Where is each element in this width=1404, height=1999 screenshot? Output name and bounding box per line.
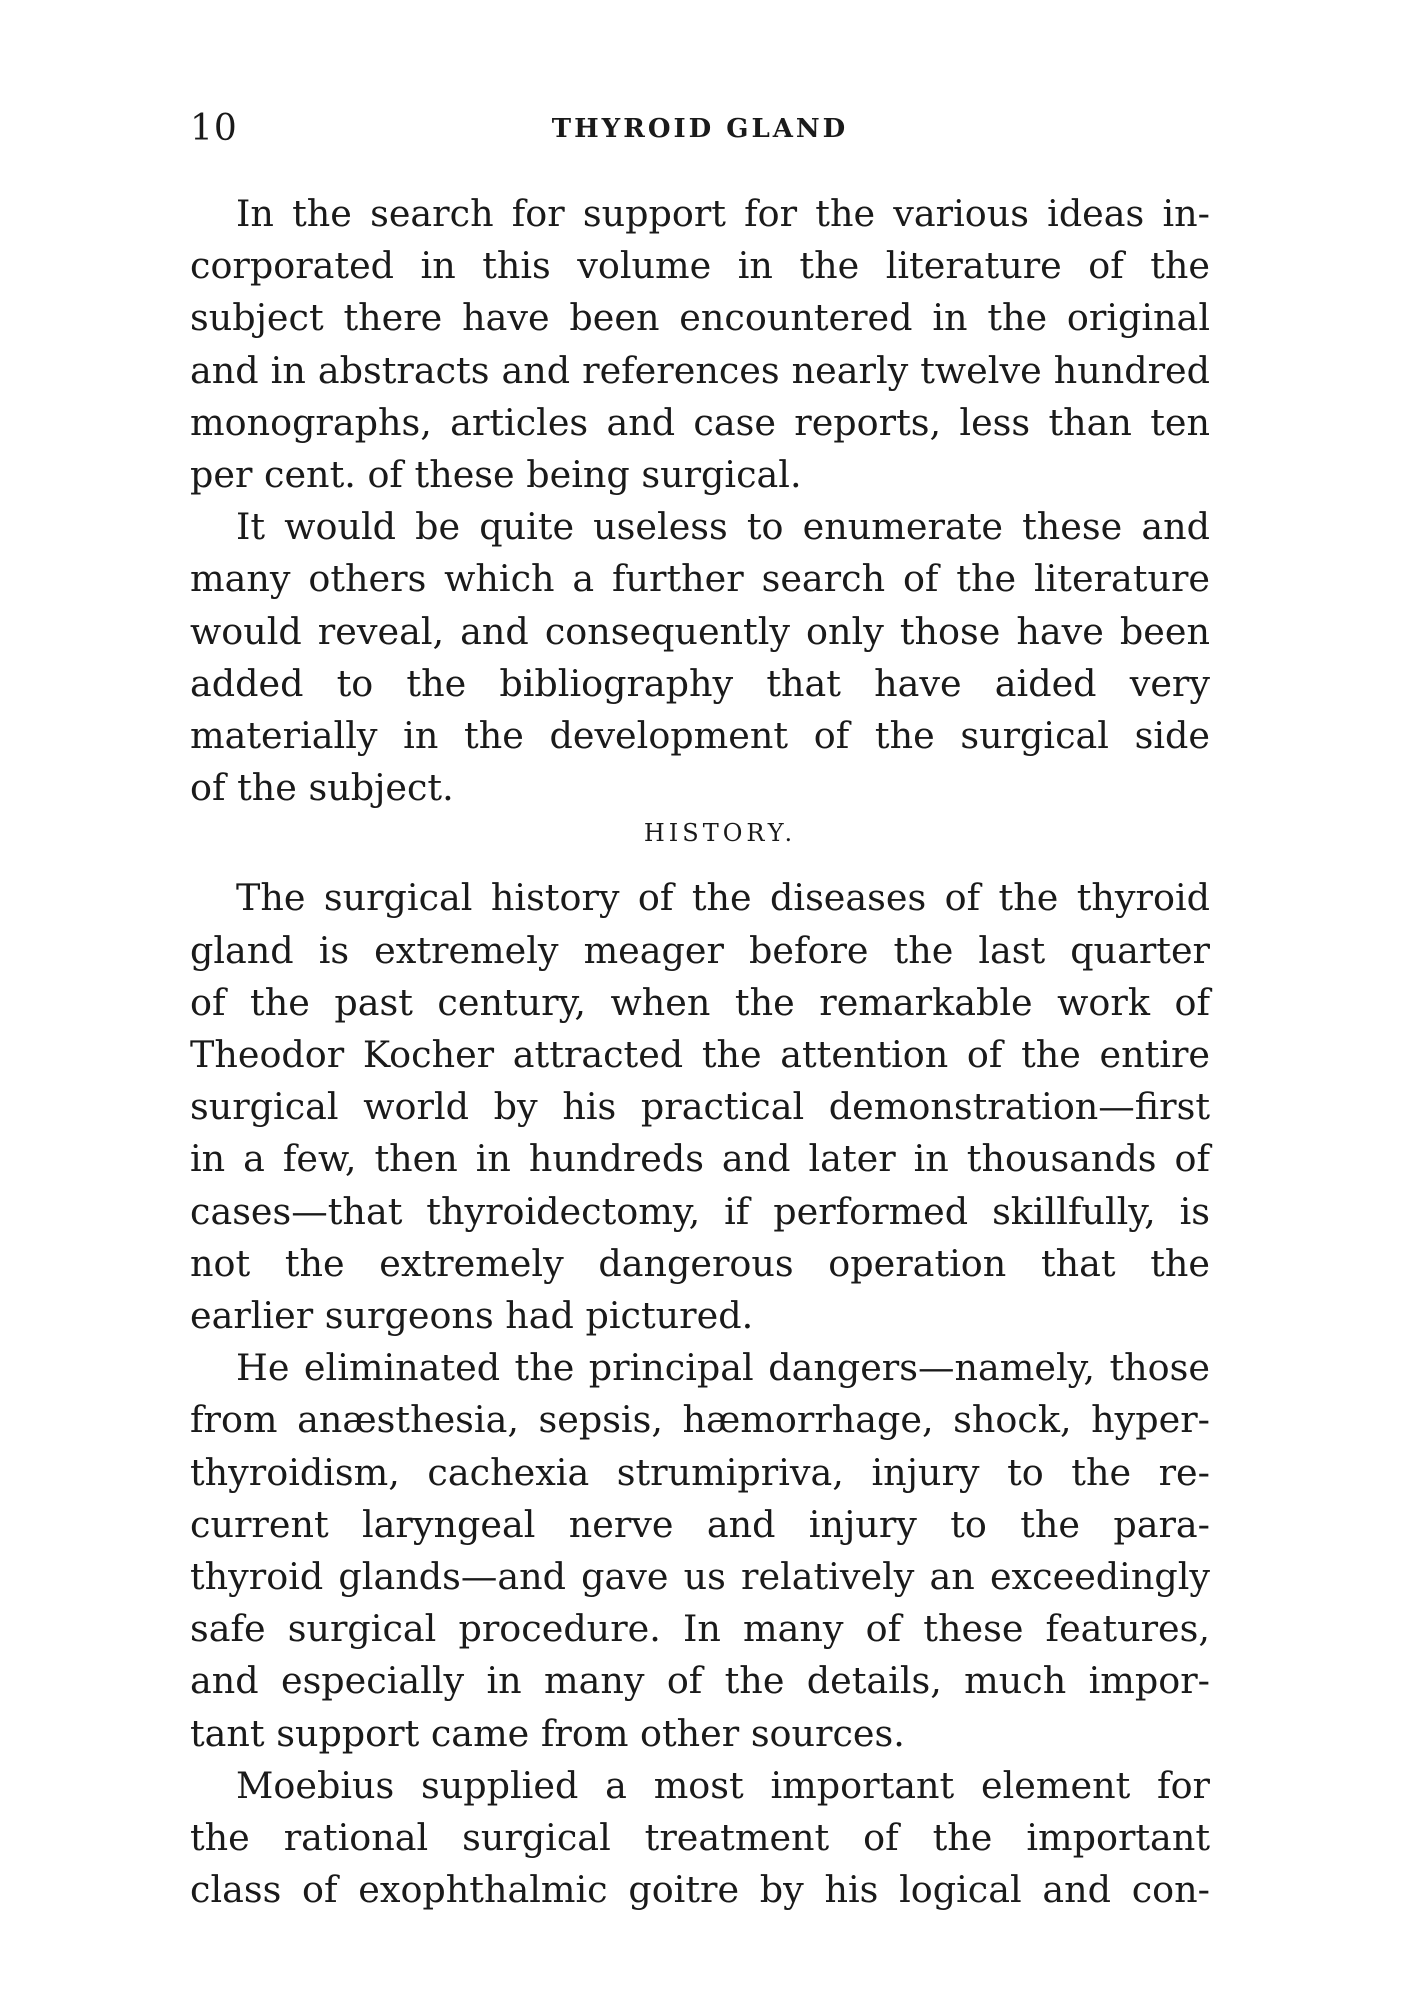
- text-line: subject there have been encountered in the original: [190, 296, 1210, 340]
- running-head: THYROID GLAND: [551, 114, 849, 144]
- text-line: current laryngeal nerve and injury to the para-: [190, 1502, 1210, 1546]
- text-line: Moebius supplied a most important element for: [236, 1763, 1210, 1807]
- text-line: class of exophthalmic goitre by his logical and con-: [190, 1868, 1210, 1912]
- text-line: gland is extremely meager before the last quarter: [190, 928, 1210, 972]
- text-line: added to the bibliography that have aided very: [190, 661, 1210, 705]
- text-line: many others which a further search of the literature: [190, 557, 1210, 601]
- history-paragraph-2: [190, 1342, 1210, 1760]
- text-line: from anæsthesia, sepsis, hæmorrhage, shock, hyper-: [190, 1398, 1210, 1442]
- text-line: earlier surgeons had pictured.: [190, 1294, 754, 1338]
- text-line: thyroid glands—and gave us relatively an exceedingly: [190, 1555, 1210, 1599]
- history-paragraph-1: [190, 872, 1210, 1342]
- text-line: in a few, then in hundreds and later in thousands of: [190, 1137, 1210, 1181]
- text-line: monographs, articles and case reports, less than ten: [190, 400, 1210, 444]
- paragraph-2: [190, 501, 1210, 814]
- text-line: of the past century, when the remarkable work of: [190, 980, 1210, 1024]
- text-line: In the search for support for the various ideas in-: [236, 192, 1210, 235]
- text-line: thyroidism, cachexia strumipriva, injury to the re-: [190, 1450, 1210, 1494]
- text-line: per cent. of these being surgical.: [190, 453, 802, 497]
- text-line: the rational surgical treatment of the important: [190, 1816, 1210, 1860]
- text-line: corporated in this volume in the literature of the: [190, 244, 1210, 288]
- text-line: cases—that thyroidectomy, if performed skillfully, is: [190, 1189, 1210, 1233]
- text-line: surgical world by his practical demonstration—first: [190, 1085, 1210, 1129]
- paragraph-1: [190, 188, 1210, 501]
- text-line: and in abstracts and references nearly twelve hundred: [190, 348, 1210, 392]
- text-line: of the subject.: [190, 766, 454, 810]
- text-line: It would be quite useless to enumerate these and: [236, 505, 1210, 549]
- text-line: tant support came from other sources.: [190, 1711, 905, 1755]
- text-line: not the extremely dangerous operation that the: [190, 1241, 1210, 1285]
- text-line: The surgical history of the diseases of the thyroid: [236, 876, 1210, 920]
- page-header: [190, 108, 1210, 152]
- body-text: [190, 188, 1210, 1917]
- text-line: and especially in many of the details, much impor-: [190, 1659, 1210, 1703]
- section-heading: HISTORY.: [643, 819, 797, 848]
- text-line: would reveal, and consequently only those have been: [190, 609, 1210, 653]
- text-line: materially in the development of the surgical side: [190, 714, 1210, 758]
- text-line: He eliminated the principal dangers—namely, those: [236, 1346, 1210, 1390]
- text-line: Theodor Kocher attracted the attention of the entire: [190, 1033, 1210, 1077]
- text-line: safe surgical procedure. In many of these features,: [190, 1607, 1210, 1651]
- page-number: 10: [190, 108, 238, 149]
- history-paragraph-3: [190, 1760, 1210, 1917]
